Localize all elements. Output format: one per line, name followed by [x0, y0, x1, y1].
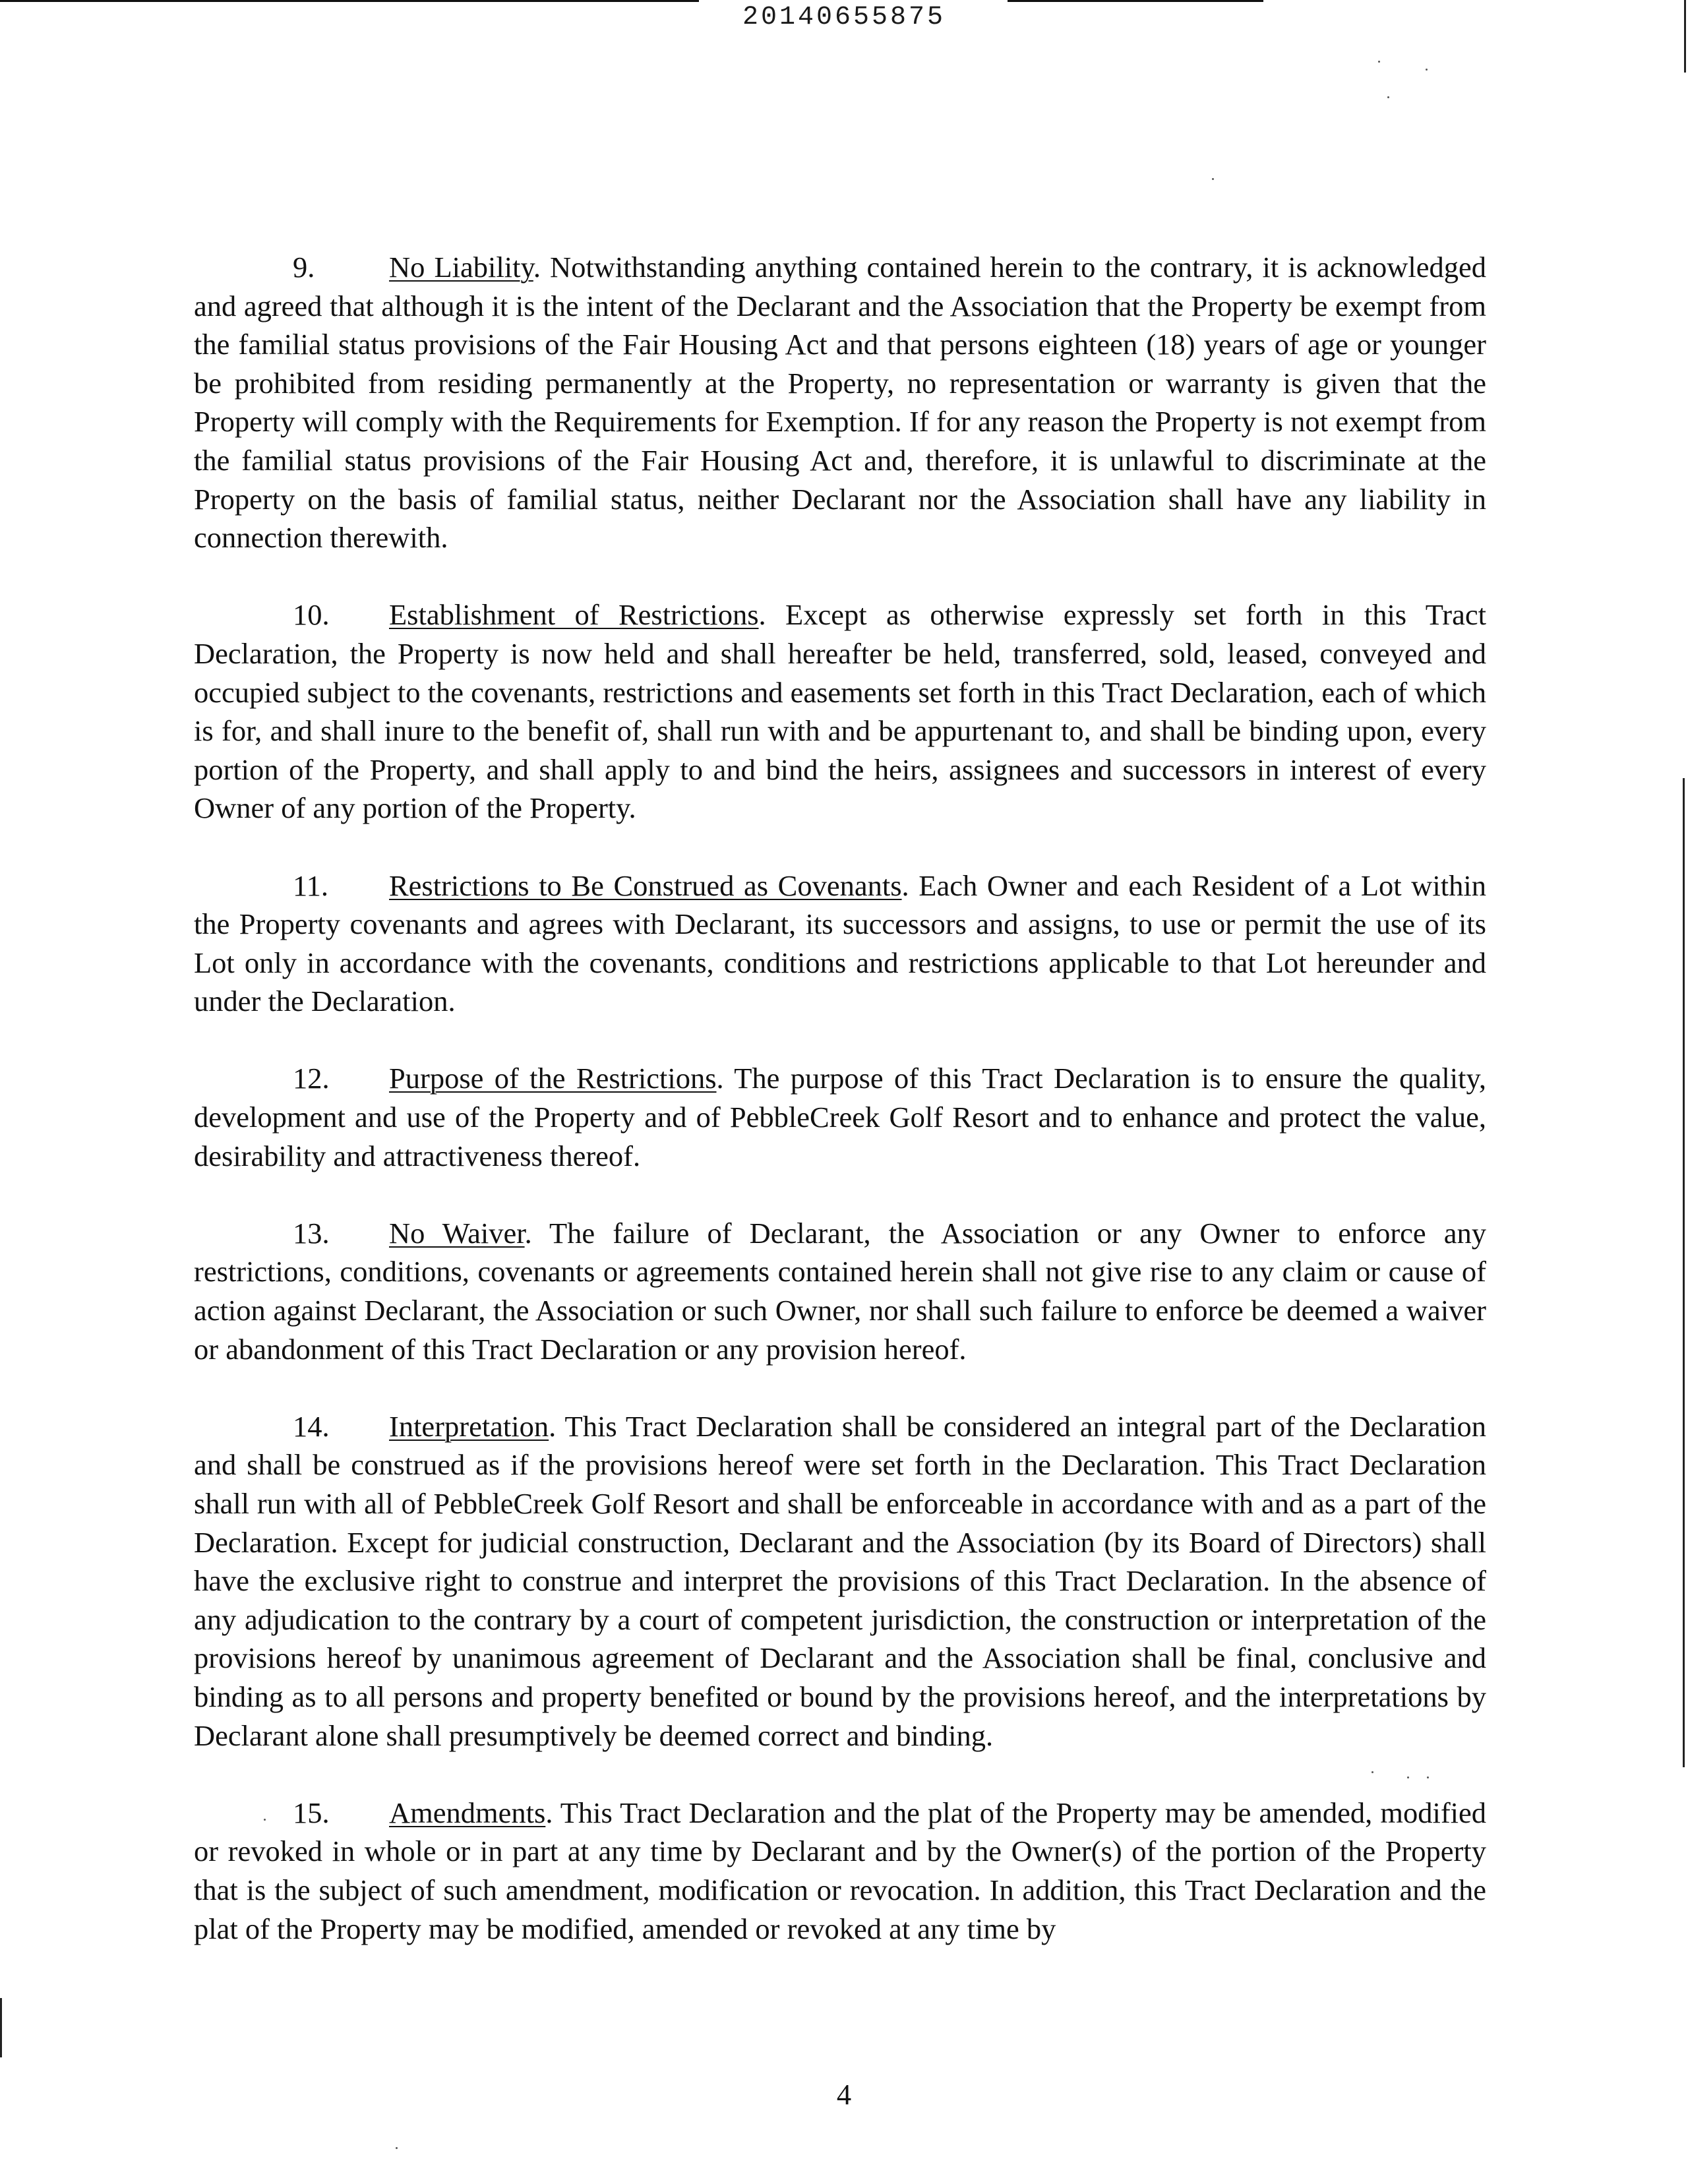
- section-text: This Tract Declaration and the plat of the Property may be amended, modified or revoked in whole or in part at any time by Declarant and by the Owner(s) of the portion of the Property that is the subject of such amendment, modification or revocation. In addition, this Tract Declaration and the plat of the Property may be modified, amended or revoked at any time by: [194, 1796, 1486, 1945]
- section-number: 14.: [293, 1409, 330, 1443]
- section-text: Except as otherwise expressly set forth in this Tract Declaration, the Property is now held and shall hereafter be held, transferred, sold, leased, conveyed and occupied subject to the covenants, restrictions and easements set forth in this Tract Declaration, each of which is for, and shall inure to the benefit of, shall run with and be appurtenant to, and shall be binding upon, every portion of the Property, and shall apply to and bind the heirs, assignees and successors in interest of every Owner of any portion of the Property.: [194, 598, 1486, 825]
- section-text: This Tract Declaration shall be considered an integral part of the Declaration and shall be construed as if the provisions hereof were set forth in the Declaration. This Tract Declaration shall run with all of PebbleCreek Golf Resort and shall be enforceable in accordance with and as a part of the Declaration. Except for judicial construction, Declarant and the Association (by its Board of Directors) shall have the exclusive right to construe and interpret the provisions of this Tract Declaration. In the absence of any adjudication to the contrary by a court of competent jurisdiction, the construction or interpretation of the provisions hereof by unanimous agreement of Declarant and the Association shall be final, conclusive and binding as to all persons and property benefited or bound by the provisions hereof, and the interpretations by Declarant alone shall presumptively be deemed correct and binding.: [194, 1409, 1486, 1752]
- section-number: 13.: [293, 1216, 330, 1250]
- right-margin-line: [1683, 778, 1685, 1767]
- right-margin-line: [1684, 0, 1686, 73]
- section-9: 9. No Liability. Notwithstanding anything contained herein to the contrary, it is acknowledged and agreed that although it is the intent of the Declarant and the Association that the Property be exempt from the familial status provisions of the Fair Housing Act and that persons eighteen (18) years of age or younger be prohibited from residing permanently at the Property, no representation or warranty is given that the Property will comply with the Requirements for Exemption. If for any reason the Property is not exempt from the familial status provisions of the Fair Housing Act and, therefore, it is unlawful to discriminate at the Property on the basis of familial status, neither Declarant nor the Association shall have any liability in connection therewith.: [194, 248, 1486, 557]
- section-10: 10. Establishment of Restrictions. Except as otherwise expressly set forth in this Tract Declaration, the Property is now held and shall hereafter be held, transferred, sold, leased, conveyed and occupied subject to the covenants, restrictions and easements set forth in this Tract Declaration, each of which is for, and shall inure to the benefit of, shall run with and be appurtenant to, and shall be binding upon, every portion of the Property, and shall apply to and bind the heirs, assignees and successors in interest of every Owner of any portion of the Property.: [194, 595, 1486, 828]
- section-13: 13. No Waiver. The failure of Declarant, the Association or any Owner to enforce any restrictions, conditions, covenants or agreements contained herein shall not give rise to any claim or cause of action against Declarant, the Association or such Owner, nor shall such failure to enforce be deemed a waiver or abandonment of this Tract Declaration or any provision hereof.: [194, 1214, 1486, 1368]
- top-rule-left: [0, 0, 699, 2]
- section-11: 11. Restrictions to Be Construed as Covenants. Each Owner and each Resident of a Lot within the Property covenants and agrees with Declarant, its successors and assigns, to use or permit the use of its Lot only in accordance with the covenants, conditions and restrictions applicable to that Lot hereunder and under the Declaration.: [194, 866, 1486, 1021]
- section-number: 15.: [293, 1796, 330, 1829]
- section-heading: Establishment of Restrictions: [389, 598, 759, 632]
- section-14: 14. Interpretation. This Tract Declaration shall be considered an integral part of the Declaration and shall be construed as if the provisions hereof were set forth in the Declaration. This Tract Declaration shall run with all of PebbleCreek Golf Resort and shall be enforceable in accordance with and as a part of the Declaration. Except for judicial construction, Declarant and the Association (by its Board of Directors) shall have the exclusive right to construe and interpret the provisions of this Tract Declaration. In the absence of any adjudication to the contrary by a court of competent jurisdiction, the construction or interpretation of the provisions hereof by unanimous agreement of Declarant and the Association shall be final, conclusive and binding as to all persons and property benefited or bound by the provisions hereof, and the interpretations by Declarant alone shall presumptively be deemed correct and binding.: [194, 1407, 1486, 1755]
- top-rule-right: [1008, 0, 1263, 2]
- left-margin-line: [0, 1998, 2, 2057]
- page-number: 4: [836, 2078, 852, 2111]
- section-text: The failure of Declarant, the Association or any Owner to enforce any restrictions, conditions, covenants or agreements contained herein shall not give rise to any claim or cause of action against Declarant, the Association or such Owner, nor shall such failure to enforce be deemed a waiver or abandonment of this Tract Declaration or any provision hereof.: [194, 1216, 1486, 1366]
- section-heading: No Liability: [389, 251, 533, 284]
- section-text: The purpose of this Tract Declaration is to ensure the quality, development and use of the Property and of PebbleCreek Golf Resort and to enhance and protect the value, desirability and attractiveness thereof.: [194, 1062, 1486, 1172]
- section-heading: Restrictions to Be Construed as Covenants: [389, 868, 902, 902]
- scan-speck: [1426, 69, 1428, 71]
- scan-speck: [1387, 96, 1389, 98]
- section-heading: Interpretation: [389, 1409, 549, 1443]
- scan-speck: [396, 2147, 398, 2149]
- section-heading: Amendments: [389, 1796, 546, 1829]
- document-number: 20140655875: [742, 3, 946, 32]
- section-number: 9.: [293, 251, 315, 284]
- document-body: [194, 248, 1486, 1948]
- section-heading: Purpose of the Restrictions: [389, 1062, 717, 1095]
- section-number: 12.: [293, 1062, 330, 1095]
- section-heading: No Waiver: [389, 1216, 525, 1250]
- section-text: Notwithstanding anything contained herein to the contrary, it is acknowledged and agreed that although it is the intent of the Declarant and the Association that the Property be exempt from the familial status provisions of the Fair Housing Act and that persons eighteen (18) years of age or younger be prohibited from residing permanently at the Property, no representation or warranty is given that the Property will comply with the Requirements for Exemption. If for any reason the Property is not exempt from the familial status provisions of the Fair Housing Act and, therefore, it is unlawful to discriminate at the Property on the basis of familial status, neither Declarant nor the Association shall have any liability in connection therewith.: [194, 251, 1486, 555]
- section-number: 11.: [293, 868, 328, 902]
- scan-speck: [1378, 61, 1380, 63]
- section-15: 15. Amendments. This Tract Declaration and the plat of the Property may be amended, modified or revoked in whole or in part at any time by Declarant and by the Owner(s) of the portion of the Property that is the subject of such amendment, modification or revocation. In addition, this Tract Declaration and the plat of the Property may be modified, amended or revoked at any time by: [194, 1794, 1486, 1948]
- section-text: Each Owner and each Resident of a Lot within the Property covenants and agrees with Declarant, its successors and assigns, to use or permit the use of its Lot only in accordance with the covenants, conditions and restrictions applicable to that Lot hereunder and under the Declaration.: [194, 868, 1486, 1018]
- scan-speck: [1212, 178, 1214, 180]
- section-number: 10.: [293, 598, 330, 632]
- section-12: 12. Purpose of the Restrictions. The purpose of this Tract Declaration is to ensure the quality, development and use of the Property and of PebbleCreek Golf Resort and to enhance and protect the value, desirability and attractiveness thereof.: [194, 1059, 1486, 1175]
